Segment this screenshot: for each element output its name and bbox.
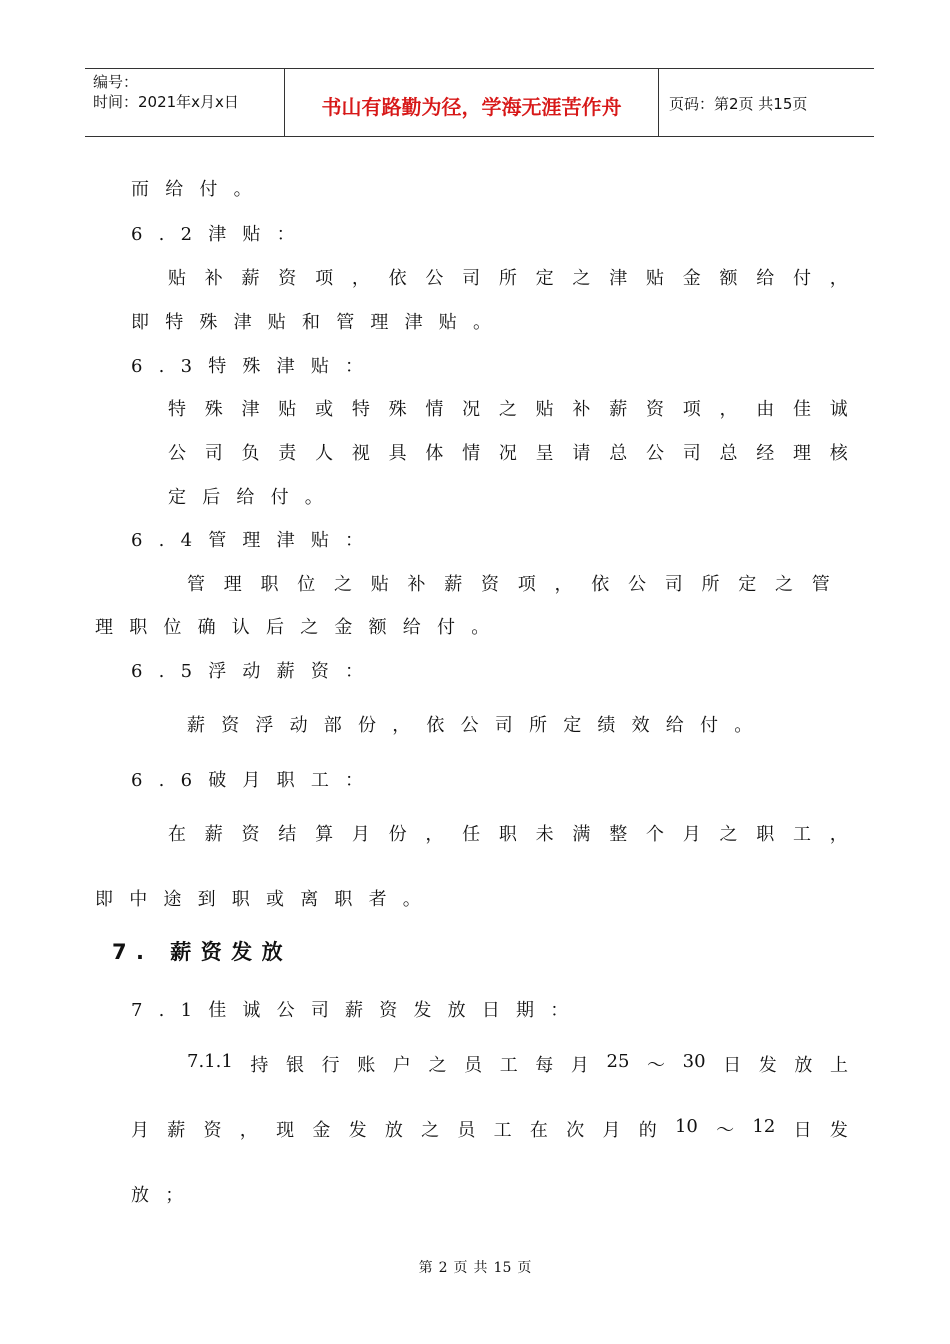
footer-page-number: 2 (438, 1260, 448, 1276)
section-6-3-title: 6.3特殊津贴： (131, 356, 380, 377)
body-line-13: 薪资浮动部份，依公司所定绩效给付。 (187, 715, 769, 736)
body-line-4: 即特殊津贴和管理津贴。 (131, 312, 508, 333)
footer-total-pages: 15 (493, 1260, 512, 1276)
body-line-11: 理职位确认后之金额给付。 (95, 617, 506, 638)
body-line-6: 特 殊 津 贴 或 特 殊 情 况 之 贴 补 薪 资 项 ， 由 佳 诚 (168, 399, 848, 420)
header-slogan: 书山有路勤为径，学海无涯苦作舟 (321, 95, 622, 119)
body-line-10: 管 理 职 位 之 贴 补 薪 资 项 ， 依 公 司 所 定 之 管 (187, 574, 830, 595)
header-slogan-cell (285, 69, 659, 136)
section-6-6-title: 6.6破月职工： (131, 770, 380, 791)
body-line-18: 7.1.1 持 银 行 账 户 之 员 工 每 月 25 ～ 30 日 发 放 上 (187, 1051, 848, 1076)
body-line-1: 而给付。 (131, 179, 268, 200)
document-header (85, 68, 874, 137)
body-line-16: 即中途到职或离职者。 (95, 889, 437, 910)
footer-gong: 共 (473, 1260, 488, 1276)
header-page-cell (659, 69, 874, 136)
header-left-cell (85, 69, 285, 136)
body-line-3: 贴 补 薪 资 项 ， 依 公 司 所 定 之 津 贴 金 额 给 付 ， (168, 268, 848, 289)
footer-ye: 页 (453, 1260, 468, 1276)
section-6-2-title: 6.2津贴： (131, 224, 311, 245)
page-footer (0, 1257, 950, 1277)
body-line-20: 放； (131, 1185, 200, 1206)
header-page-info: 页码：第2页 共15页 (669, 95, 808, 113)
body-line-15: 在 薪 资 结 算 月 份 ， 任 职 未 满 整 个 月 之 职 工 ， (168, 824, 848, 845)
body-line-7: 公 司 负 责 人 视 具 体 情 况 呈 请 总 公 司 总 经 理 核 (168, 443, 848, 464)
footer-di: 第 (418, 1260, 433, 1276)
footer-ye-2: 页 (517, 1260, 532, 1276)
document-number-label: 编号： (93, 73, 139, 91)
document-date: 时间：2021年x月x日 (93, 93, 239, 111)
section-6-4-title: 6.4管理津贴： (131, 530, 380, 551)
body-line-19: 月 薪 资 ， 现 金 发 放 之 员 工 在 次 月 的 10 ～ 12 日 发 (131, 1116, 848, 1141)
section-6-5-title: 6.5浮动薪资： (131, 661, 380, 682)
section-7-heading: 7. 薪资发放 (112, 940, 293, 964)
body-line-8: 定后给付。 (168, 487, 339, 508)
section-7-1-title: 7.1佳诚公司薪资发放日期： (131, 1000, 585, 1021)
